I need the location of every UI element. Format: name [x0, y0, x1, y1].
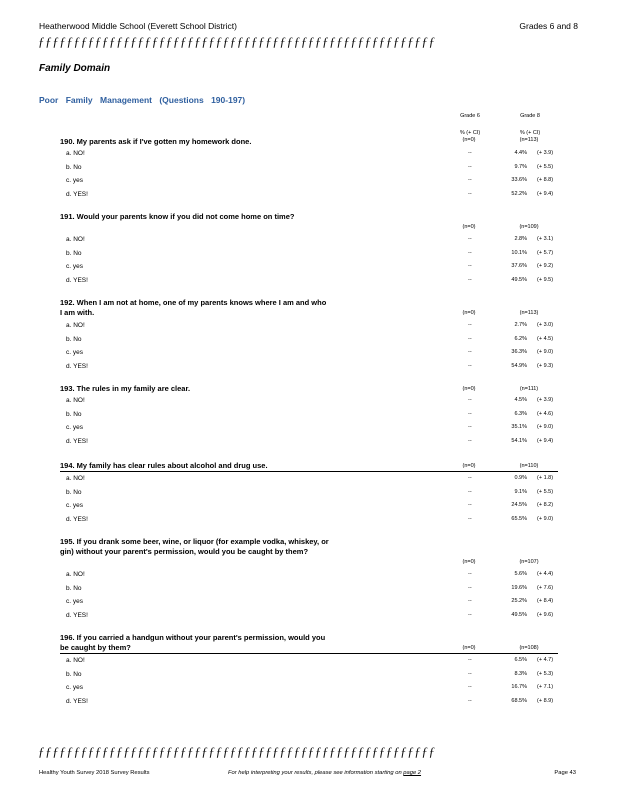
grade6-percent: -- [468, 684, 472, 690]
grade6-percent: -- [468, 263, 472, 269]
grade8-percent: 49.5% [511, 276, 527, 283]
response-option-label: d. YES! [66, 362, 88, 370]
grade8-sample-size: (n=108) [519, 645, 539, 651]
grade8-percent: 2.7% [514, 322, 527, 328]
grade6-column-header: Grade 6 [460, 113, 480, 119]
decorative-rule-top: ƒƒƒƒƒƒƒƒƒƒƒƒƒƒƒƒƒƒƒƒƒƒƒƒƒƒƒƒƒƒƒƒƒƒƒƒƒƒƒƒƒƒƒƒƒƒƒƒƒƒƒƒƒƒƒƒ [38, 34, 436, 49]
grade6-percent: -- [468, 424, 472, 430]
grade8-confidence-interval: (+ 9.0) [537, 515, 554, 522]
response-option-label: b. No [66, 163, 82, 171]
response-option-label: c. yes [66, 349, 83, 356]
response-option-label: a. NO! [66, 475, 85, 482]
grade8-confidence-interval: (+ 9.4) [537, 437, 554, 444]
question-text: 195. If you drank some beer, wine, or liquor (for example vodka, whiskey, or gin) without your parent's permission, would you be caught by them? [60, 537, 329, 556]
question-text: 196. If you carried a handgun without your parent's permission, would you be caught by them? [60, 633, 326, 652]
grade8-sample-size: (n=110) [519, 463, 539, 469]
grade8-confidence-interval: (+ 4.6) [537, 410, 554, 417]
grade6-percent: -- [468, 397, 472, 403]
grade6-percent: -- [468, 362, 472, 369]
response-option-label: d. YES! [66, 190, 88, 198]
grade6-sample-size: (n=0) [462, 310, 476, 316]
response-option-label: a. NO! [66, 397, 85, 404]
response-option-label: c. yes [66, 177, 83, 184]
grade8-percent: 6.5% [514, 657, 527, 663]
grade6-sample-size: (n=0) [462, 463, 476, 469]
grade8-confidence-interval: (+ 5.3) [537, 670, 554, 677]
grade8-percent: 2.8% [514, 236, 527, 242]
response-option-label: b. No [66, 670, 82, 678]
grade8-percent: 16.7% [511, 684, 527, 690]
footer-page-link[interactable]: page 2 [403, 770, 422, 776]
grade8-percent: 68.5% [511, 697, 527, 704]
response-option-label: d. YES! [66, 611, 88, 619]
grade8-confidence-interval: (+ 8.2) [537, 502, 554, 508]
response-option-label: b. No [66, 249, 82, 257]
grade8-percent: 36.3% [511, 349, 527, 355]
grade8-confidence-interval: (+ 3.9) [537, 397, 554, 403]
grade6-percent: -- [468, 150, 472, 156]
grade8-sample-size: (n=109) [519, 224, 539, 230]
grade6-sample-size: (n=0) [462, 137, 476, 143]
response-option-label: b. No [66, 410, 82, 418]
response-option-label: d. YES! [66, 437, 88, 445]
grade6-percent: -- [468, 670, 472, 677]
grade6-percent: -- [468, 598, 472, 604]
grade8-sample-size: (n=113) [519, 137, 539, 143]
response-option-label: c. yes [66, 502, 83, 509]
grade8-confidence-interval: (+ 3.1) [537, 236, 554, 242]
response-option-label: a. NO! [66, 150, 85, 157]
grade8-percent: 24.5% [511, 502, 527, 508]
response-option-label: c. yes [66, 424, 83, 431]
grade8-confidence-interval: (+ 9.2) [537, 263, 554, 269]
grade8-confidence-interval: (+ 5.5) [537, 488, 554, 495]
grade8-percent: 49.5% [511, 611, 527, 618]
grade8-percent: 4.4% [514, 150, 527, 156]
grade8-confidence-interval: (+ 5.5) [537, 163, 554, 170]
response-option-label: b. No [66, 335, 82, 343]
grade6-percent: -- [468, 349, 472, 355]
question-text: 192. When I am not at home, one of my parents knows where I am and who I am with. [60, 298, 327, 317]
grade6-sample-size: (n=0) [462, 645, 476, 651]
response-option-label: a. NO! [66, 322, 85, 329]
footer-survey-name: Healthy Youth Survey 2018 Survey Results [39, 770, 150, 776]
response-option-label: a. NO! [66, 571, 85, 578]
grade6-percent: -- [468, 190, 472, 197]
grade8-percent: 9.7% [514, 163, 527, 170]
grade6-percent: -- [468, 163, 472, 170]
school-header: Heatherwood Middle School (Everett School District) [39, 21, 237, 31]
response-option-label: a. NO! [66, 236, 85, 243]
grade6-percent: -- [468, 335, 472, 342]
grade6-percent: -- [468, 502, 472, 508]
grade6-percent: -- [468, 571, 472, 577]
grade8-pct-ci-header: % (+ CI) [519, 130, 541, 136]
grade8-confidence-interval: (+ 7.1) [537, 684, 554, 690]
grade8-percent: 5.6% [514, 571, 527, 577]
question-text: 191. Would your parents know if you did not come home on time? [60, 212, 295, 221]
grade8-sample-size: (n=113) [519, 310, 539, 316]
grade6-percent: -- [468, 177, 472, 183]
question-divider [60, 653, 558, 654]
response-option-label: b. No [66, 584, 82, 592]
grade8-confidence-interval: (+ 4.5) [537, 335, 554, 342]
response-option-label: c. yes [66, 263, 83, 270]
question-text: 190. My parents ask if I've gotten my homework done. [60, 137, 252, 146]
grade6-percent: -- [468, 611, 472, 618]
decorative-rule-bottom: ƒƒƒƒƒƒƒƒƒƒƒƒƒƒƒƒƒƒƒƒƒƒƒƒƒƒƒƒƒƒƒƒƒƒƒƒƒƒƒƒƒƒƒƒƒƒƒƒƒƒƒƒƒƒƒƒ [38, 744, 436, 759]
grade8-confidence-interval: (+ 3.9) [537, 150, 554, 156]
response-option-label: c. yes [66, 684, 83, 691]
footer-page-number: Page 43 [554, 770, 576, 776]
grade6-percent: -- [468, 488, 472, 495]
grade8-confidence-interval: (+ 8.9) [537, 697, 554, 704]
grade8-percent: 8.3% [514, 670, 527, 677]
grade8-percent: 25.2% [511, 598, 527, 604]
grade6-percent: -- [468, 410, 472, 417]
response-option-label: d. YES! [66, 697, 88, 705]
response-option-label: c. yes [66, 598, 83, 605]
grade6-percent: -- [468, 657, 472, 663]
grade8-confidence-interval: (+ 9.0) [537, 424, 554, 430]
grade8-percent: 10.1% [511, 249, 527, 256]
grade8-confidence-interval: (+ 3.0) [537, 322, 554, 328]
grade8-sample-size: (n=107) [519, 559, 539, 565]
grade8-percent: 9.1% [514, 488, 527, 495]
grade8-column-header: Grade 8 [520, 113, 540, 119]
grade6-sample-size: (n=0) [462, 386, 476, 392]
grade6-percent: -- [468, 276, 472, 283]
grade8-percent: 6.2% [514, 335, 527, 342]
grade6-sample-size: (n=0) [462, 224, 476, 230]
grade6-sample-size: (n=0) [462, 559, 476, 565]
grade8-percent: 52.2% [511, 190, 527, 197]
footer-help-prefix: For help interpreting your results, please see information starting on [228, 770, 404, 776]
question-text: 194. My family has clear rules about alcohol and drug use. [60, 461, 268, 470]
grade8-percent: 54.9% [511, 362, 527, 369]
response-option-label: b. No [66, 488, 82, 496]
domain-title: Family Domain [39, 63, 111, 74]
response-option-label: a. NO! [66, 657, 85, 664]
grade8-confidence-interval: (+ 9.6) [537, 611, 554, 618]
grade8-percent: 19.6% [511, 584, 527, 591]
grade6-pct-ci-header: % (+ CI) [459, 130, 481, 136]
response-option-label: d. YES! [66, 515, 88, 523]
grade6-percent: -- [468, 437, 472, 444]
grade8-confidence-interval: (+ 5.7) [537, 249, 554, 256]
grade8-percent: 6.3% [514, 410, 527, 417]
grade8-confidence-interval: (+ 9.0) [537, 349, 554, 355]
grade6-percent: -- [468, 584, 472, 591]
grade6-percent: -- [468, 475, 472, 481]
response-option-label: d. YES! [66, 276, 88, 284]
grade8-percent: 33.6% [511, 177, 527, 183]
grade8-confidence-interval: (+ 4.7) [537, 657, 554, 663]
grade8-confidence-interval: (+ 9.4) [537, 190, 554, 197]
section-title: Poor Family Management (Questions 190-197) [39, 95, 246, 105]
question-text: 193. The rules in my family are clear. [60, 384, 191, 393]
grade8-sample-size: (n=111) [519, 386, 539, 392]
grade8-confidence-interval: (+ 9.5) [537, 276, 554, 283]
footer-help-text [228, 770, 421, 776]
grade6-percent: -- [468, 236, 472, 242]
grade8-confidence-interval: (+ 9.3) [537, 362, 554, 369]
grade6-percent: -- [468, 249, 472, 256]
grade8-percent: 54.1% [511, 437, 527, 444]
grade8-percent: 0.9% [514, 475, 527, 481]
grade6-percent: -- [468, 515, 472, 522]
grade8-confidence-interval: (+ 1.8) [537, 475, 554, 481]
grade8-confidence-interval: (+ 8.4) [537, 598, 554, 604]
grade8-percent: 4.5% [514, 397, 527, 403]
grades-header: Grades 6 and 8 [519, 21, 578, 31]
grade8-confidence-interval: (+ 8.8) [537, 177, 554, 183]
grade8-percent: 35.1% [511, 424, 527, 430]
grade8-percent: 65.5% [511, 515, 527, 522]
grade8-confidence-interval: (+ 4.4) [537, 571, 554, 577]
grade6-percent: -- [468, 697, 472, 704]
grade8-percent: 37.6% [511, 263, 527, 269]
grade6-percent: -- [468, 322, 472, 328]
question-divider [60, 471, 558, 472]
grade8-confidence-interval: (+ 7.6) [537, 584, 554, 591]
